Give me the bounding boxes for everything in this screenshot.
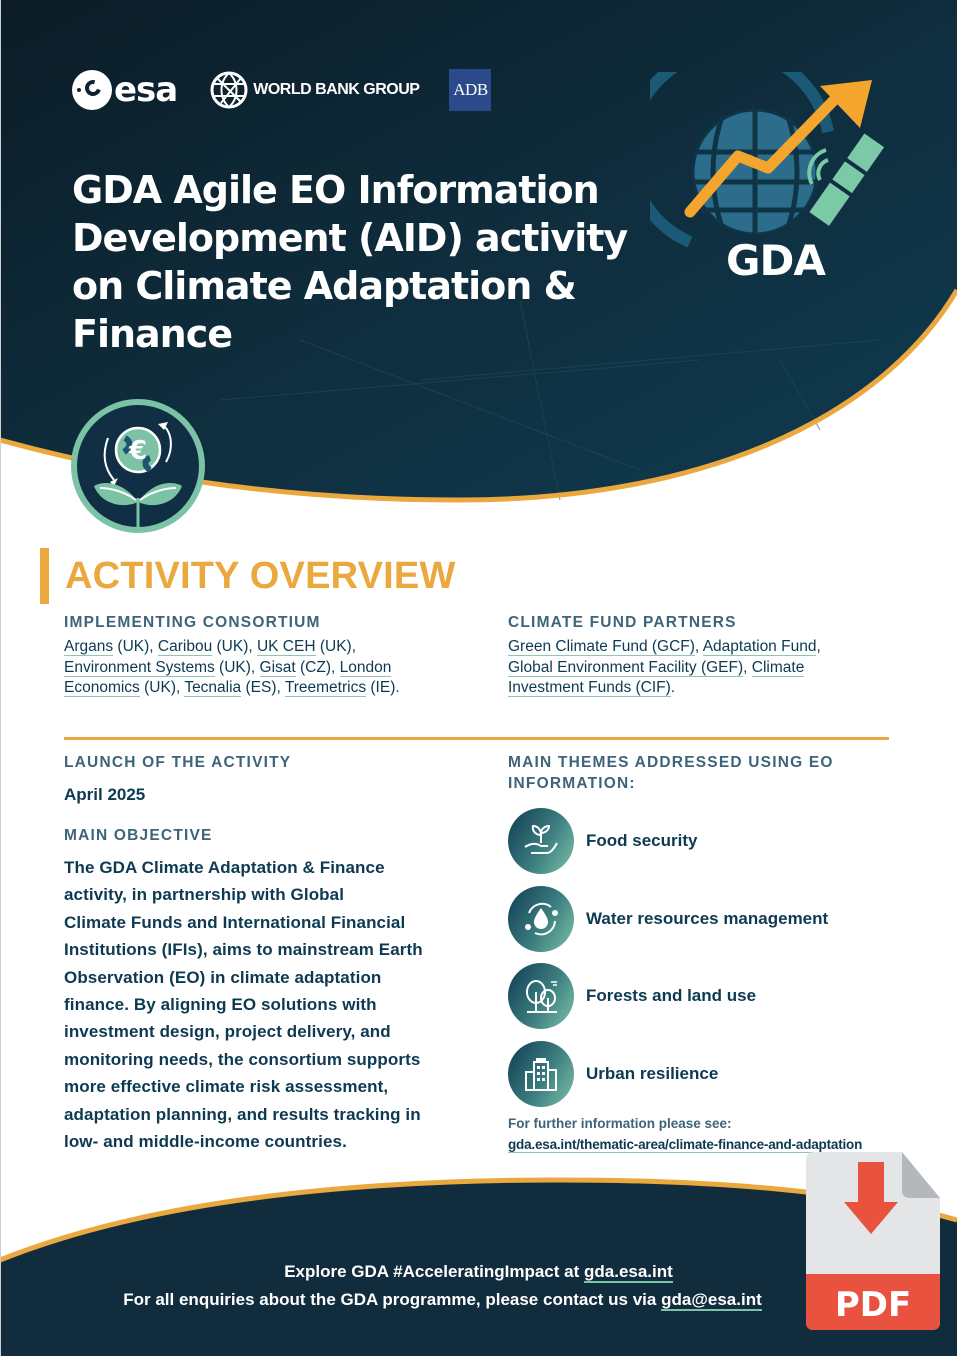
world-bank-logo [209,70,419,110]
theme-item-water-resources [508,886,888,952]
objective-label: MAIN OBJECTIVE [64,827,213,844]
partner-link[interactable]: Global Environment Facility (GEF) [508,658,744,676]
country-code: (UK), [315,638,357,655]
consortium-link[interactable]: Argans [64,638,114,655]
theme-list [508,808,888,1107]
esa-logo-text: esa [114,70,178,110]
further-info-link[interactable]: gda.esa.int/thematic-area/climate-finance-and-adaptation [508,1137,863,1152]
section-divider [64,737,889,740]
svg-text:€: € [128,436,148,466]
consortium-link[interactable]: Treemetrics [284,679,367,696]
consortium-link[interactable]: Environment Systems [64,658,215,676]
separator: , [694,638,703,655]
separator: , [816,638,821,655]
consortium-link[interactable]: London [339,658,392,676]
consortium-list [64,637,464,699]
footer-contact [0,1290,921,1310]
globe-icon [209,70,249,110]
heading-accent-bar [40,548,49,604]
consortium-link[interactable]: Gisat [259,658,296,676]
consortium-label: IMPLEMENTING CONSORTIUM [64,614,321,631]
country-code: (ES), [241,679,285,696]
objective-line: investment design, project delivery, and [64,1022,391,1042]
partner-link[interactable]: Climate [751,658,805,676]
partner-logos [72,68,491,112]
water-cycle-icon [508,886,574,952]
gda-website-link[interactable]: gda.esa.int [584,1262,673,1281]
objective-line: more effective climate risk assessment, [64,1077,389,1097]
country-code: (UK), [139,679,185,696]
theme-item-food-security [508,808,888,874]
consortium-link[interactable]: UK CEH [256,638,316,655]
consortium-link[interactable]: Tecnalia [184,679,242,696]
separator: . [670,679,676,696]
consortium-link[interactable]: Economics [64,679,140,696]
main-themes [508,752,888,1154]
partner-link[interactable]: Adaptation Fund [702,638,817,655]
gda-logo-text: GDA [726,236,825,285]
objective-line: activity, in partnership with Global [64,885,345,905]
title-line: Development (AID) activity [72,216,628,260]
objective-line: Climate Funds and International Financial [64,912,406,932]
world-bank-logo-text: WORLD BANK GROUP [253,81,420,98]
hand-plant-icon [508,808,574,874]
gda-email-link[interactable]: gda@esa.int [661,1290,762,1309]
title-line: GDA Agile EO Information [72,168,599,212]
section-heading [40,548,456,604]
objective-line: adaptation planning, and results tracking in [64,1104,421,1124]
esa-logo [72,70,177,110]
section-title: ACTIVITY OVERVIEW [65,554,456,597]
country-code: (CZ), [295,658,340,676]
footer-explore-text: Explore GDA #AcceleratingImpact at [284,1262,584,1281]
objective-line: The GDA Climate Adaptation & Finance [64,858,385,877]
objective-line: low- and middle-income countries. [64,1132,347,1152]
objective-line: monitoring needs, the consortium supports [64,1049,421,1069]
separator: , [743,658,752,676]
country-code: (UK), [214,658,260,676]
further-info-label: For further information please see: [508,1116,732,1131]
climate-finance-icon [70,398,206,534]
implementing-consortium [64,612,464,699]
partners-label: CLIMATE FUND PARTNERS [508,614,737,631]
partners-list [508,637,888,699]
theme-label: Food security [586,831,698,850]
country-code: (UK), [113,638,158,655]
footer-contact-text: For all enquiries about the GDA programme, please contact us via [123,1290,662,1309]
pdf-label: PDF [834,1285,912,1325]
adb-logo: ADB [449,69,491,111]
trees-icon [508,963,574,1029]
pdf-download-icon[interactable] [806,1152,940,1330]
objective-line: Institutions (IFIs), aims to mainstream Earth [64,940,423,960]
partner-link[interactable]: Investment Funds (CIF) [508,679,671,696]
theme-label: Forests and land use [586,986,757,1005]
theme-label: Water resources management [586,908,829,928]
launch-and-objective [64,752,464,1155]
theme-label: Urban resilience [586,1063,719,1083]
partner-link[interactable]: Green Climate Fund (GCF) [508,638,695,655]
theme-item-forests [508,963,888,1029]
objective-line: finance. By aligning EO solutions with [64,995,377,1015]
page-title [72,166,628,358]
consortium-link[interactable]: Caribou [157,638,213,655]
launch-date: April 2025 [64,785,146,804]
title-line: Finance [72,312,233,356]
building-icon [508,1041,574,1107]
title-line: on Climate Adaptation & [72,264,576,308]
objective-line: Observation (EO) in climate adaptation [64,967,382,987]
country-code: (IE). [366,679,400,696]
themes-label: MAIN THEMES ADDRESSED USING EO INFORMATION: [508,754,834,792]
climate-fund-partners [508,612,888,699]
theme-item-urban [508,1041,888,1107]
country-code: (UK), [212,638,257,655]
objective-text [64,854,464,1155]
esa-mark-icon [72,70,112,110]
launch-label: LAUNCH OF THE ACTIVITY [64,754,292,771]
